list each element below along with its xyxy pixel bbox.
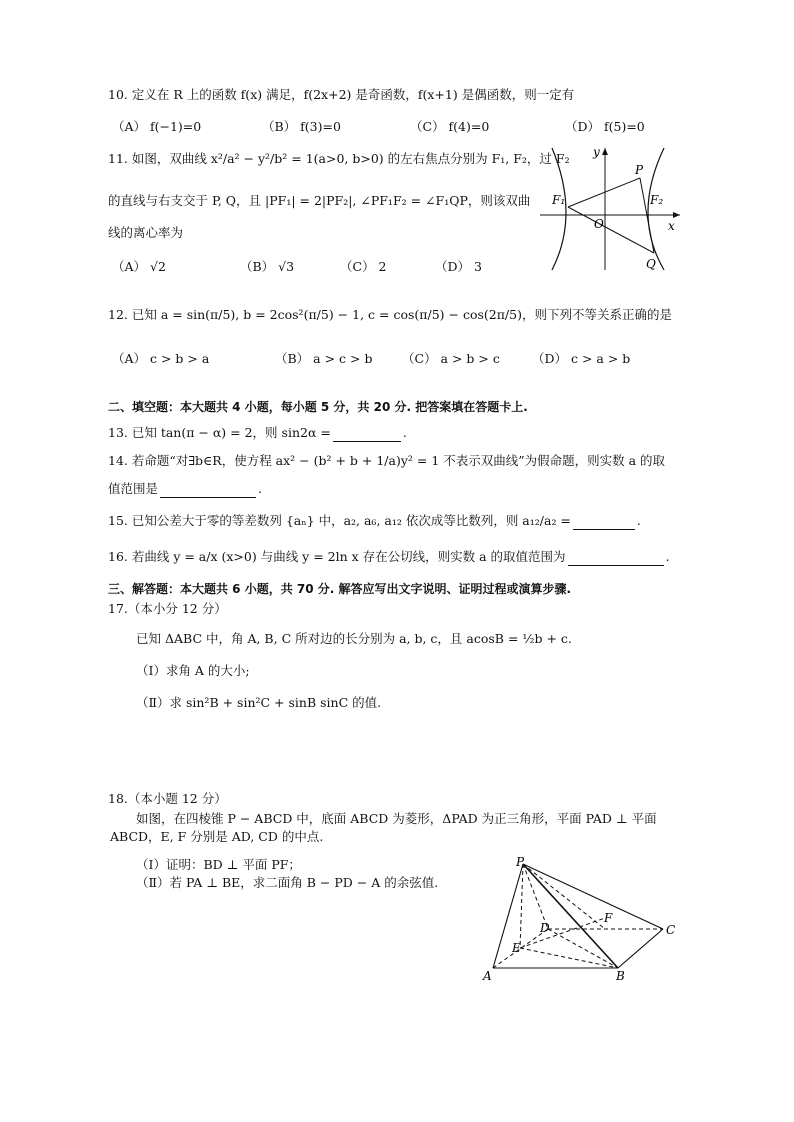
q10-option-a: （A） f(−1)=0 [112, 119, 202, 134]
fig-label-p: P [516, 855, 525, 869]
q18-part1: （Ⅰ）证明：BD ⊥ 平面 PF； [136, 857, 301, 872]
fig-label-q: Q [646, 257, 656, 271]
section-3-heading: 三、解答题：本大题共 6 小题，共 70 分. 解答应写出文字说明、证明过程或演算步骤. [108, 582, 572, 596]
q12-stem: 12. 已知 a = sin(π/5), b = 2cos²(π/5) − 1, c = cos(π/5) − cos(2π/5)，则下列不等关系正确的是 [108, 307, 672, 322]
fig-label-f1: F₁ [552, 193, 566, 207]
q15-answer-blank [573, 515, 635, 530]
q14-answer-blank [160, 483, 256, 498]
fig-label-a: A [483, 969, 492, 983]
q18-body-line2: ABCD，E, F 分别是 AD, CD 的中点. [110, 829, 324, 844]
q17-part2: （Ⅱ）求 sin²B + sin²C + sinB sinC 的值. [136, 695, 382, 710]
fig-label-y: y [593, 145, 600, 159]
section-2-heading: 二、填空题：本大题共 4 小题，每小题 5 分，共 20 分. 把答案填在答题卡上. [108, 400, 528, 414]
q18-body-line1: 如图，在四棱锥 P − ABCD 中，底面 ABCD 为菱形，ΔPAD 为正三角形，平面 PAD ⊥ 平面 [136, 811, 657, 826]
q17-heading: 17.（本小分 12 分） [108, 601, 227, 616]
q18-heading: 18.（本小题 12 分） [108, 791, 227, 806]
hyperbola-figure [540, 140, 690, 275]
fig-label-d: D [540, 921, 550, 935]
q15-text: 15. 已知公差大于零的等差数列 {aₙ} 中，a₂, a₆, a₁₂ 依次成等比数列，则 a₁₂/a₂ = [108, 513, 571, 528]
q13-text: 13. 已知 tan(π − α) = 2，则 sin2α = [108, 425, 331, 440]
q12-option-c: （C） a > b > c [402, 351, 500, 366]
q11-stem-line1: 11. 如图，双曲线 x²/a² − y²/b² = 1(a>0, b>0) 的左右焦点分别为 F₁, F₂，过 F₂ [108, 151, 570, 166]
q13: 13. 已知 tan(π − α) = 2，则 sin2α = . [108, 425, 407, 440]
q17-body: 已知 ΔABC 中，角 A, B, C 所对边的长分别为 a, b, c，且 acosB = ½b + c. [136, 631, 572, 646]
q17-part1: （Ⅰ）求角 A 的大小; [136, 663, 250, 678]
q16-answer-blank [568, 551, 664, 566]
q10-option-d: （D） f(5)=0 [565, 119, 645, 134]
q14-line1: 14. 若命题“对∃b∈R，使方程 ax² − (b² + b + 1/a)y² = 1 不表示双曲线”为假命题，则实数 a 的取 [108, 453, 666, 468]
q11-stem-line3: 线的离心率为 [108, 225, 184, 240]
pyramid-figure [478, 852, 688, 987]
q11-option-c: （C） 2 [340, 259, 387, 274]
q14-line2: 值范围是 . [108, 481, 262, 496]
fig-label-e: E [512, 941, 521, 955]
q16-text: 16. 若曲线 y = a/x (x>0) 与曲线 y = 2ln x 存在公切线，则实数 a 的取值范围为 [108, 549, 566, 564]
q10-stem: 10. 定义在 R 上的函数 f(x) 满足，f(2x+2) 是奇函数，f(x+1) 是偶函数，则一定有 [108, 87, 575, 102]
fig-label-c: C [666, 923, 676, 937]
q10-option-b: （B） f(3)=0 [262, 119, 341, 134]
fig-label-f2: F₂ [650, 193, 664, 207]
fig-label-p: P [635, 163, 644, 177]
fig-label-o: O [594, 217, 604, 231]
q11-option-b: （B） √3 [240, 259, 295, 274]
q13-answer-blank [333, 427, 401, 442]
q18-part2: （Ⅱ）若 PA ⊥ BE，求二面角 B − PD − A 的余弦值. [136, 875, 439, 890]
q11-option-a: （A） √2 [112, 259, 166, 274]
q11-stem-line2: 的直线与右支交于 P, Q，且 |PF₁| = 2|PF₂|, ∠PF₁F₂ = ∠F₁QP，则该双曲 [108, 193, 531, 208]
q12-option-d: （D） c > a > b [532, 351, 631, 366]
q12-option-b: （B） a > c > b [275, 351, 373, 366]
q10-option-c: （C） f(4)=0 [410, 119, 490, 134]
fig-label-f: F [604, 911, 613, 925]
q16: 16. 若曲线 y = a/x (x>0) 与曲线 y = 2ln x 存在公切线，则实数 a 的取值范围为 . [108, 549, 670, 564]
fig-label-b: B [616, 969, 625, 983]
q11-option-d: （D） 3 [435, 259, 482, 274]
q15: 15. 已知公差大于零的等差数列 {aₙ} 中，a₂, a₆, a₁₂ 依次成等比数列，则 a₁₂/a₂ = . [108, 513, 641, 528]
q12-option-a: （A） c > b > a [112, 351, 210, 366]
fig-label-x: x [668, 219, 675, 233]
